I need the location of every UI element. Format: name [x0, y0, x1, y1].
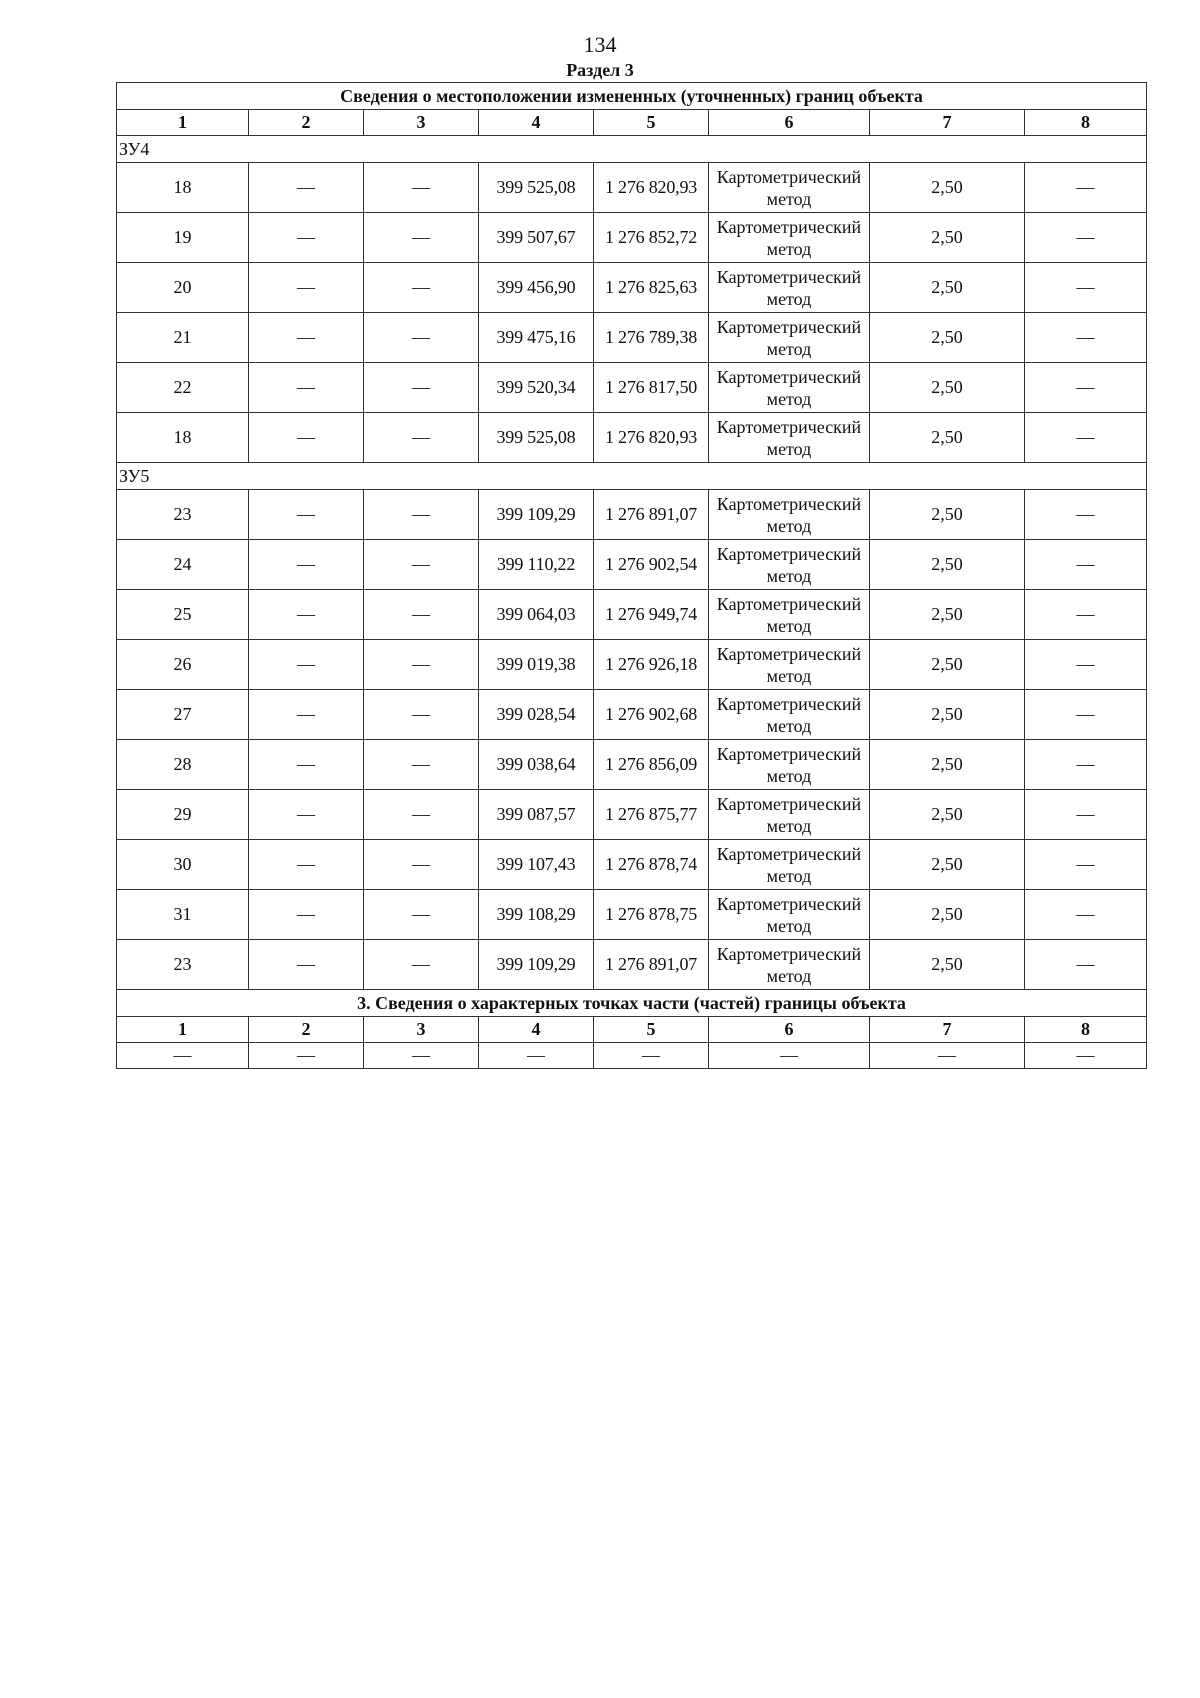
table-cell: 1 276 789,38: [594, 313, 709, 363]
table-cell: —: [249, 263, 364, 313]
table-cell: —: [1025, 740, 1147, 790]
table-cell: —: [1025, 1043, 1147, 1069]
column-header: 6: [709, 110, 870, 136]
table-cell: 399 110,22: [479, 540, 594, 590]
table-cell: —: [364, 640, 479, 690]
table-cell: 1 276 926,18: [594, 640, 709, 690]
table-row: [117, 163, 1147, 213]
table-cell: —: [117, 1043, 249, 1069]
table-cell: 1 276 852,72: [594, 213, 709, 263]
table-cell: 399 475,16: [479, 313, 594, 363]
table-cell: —: [1025, 790, 1147, 840]
table-cell-method: [709, 363, 870, 413]
method-text: Картометрический метод: [716, 743, 862, 786]
group-label: ЗУ4: [117, 136, 1147, 163]
table-cell: —: [249, 490, 364, 540]
table-row: [117, 363, 1147, 413]
table-cell-method: [709, 940, 870, 990]
table-cell: —: [249, 590, 364, 640]
table-cell: 1 276 817,50: [594, 363, 709, 413]
table-cell: —: [1025, 163, 1147, 213]
table-cell: 1 276 949,74: [594, 590, 709, 640]
table-cell: 2,50: [870, 740, 1025, 790]
table-cell: —: [1025, 313, 1147, 363]
table-row: [117, 790, 1147, 840]
table-cell: 2,50: [870, 413, 1025, 463]
column-header: 3: [364, 1017, 479, 1043]
table-cell: —: [364, 313, 479, 363]
table-cell: 399 087,57: [479, 790, 594, 840]
table-cell: —: [249, 213, 364, 263]
method-text: Картометрический метод: [716, 216, 862, 259]
column-header: 1: [117, 110, 249, 136]
table-cell: —: [364, 490, 479, 540]
table-title: Сведения о местоположении измененных (уточненных) границ объекта: [117, 83, 1147, 110]
table-cell: 28: [117, 740, 249, 790]
table-cell-method: [709, 213, 870, 263]
table-cell: 1 276 891,07: [594, 490, 709, 540]
table-cell-method: [709, 590, 870, 640]
table-cell: —: [1025, 413, 1147, 463]
table-cell: —: [1025, 640, 1147, 690]
table-cell: 2,50: [870, 640, 1025, 690]
section-label: Раздел 3: [566, 60, 634, 80]
table-cell: —: [364, 740, 479, 790]
table-cell: 1 276 820,93: [594, 413, 709, 463]
method-text: Картометрический метод: [716, 266, 862, 309]
table-cell: 1 276 878,75: [594, 890, 709, 940]
table-cell-method: [709, 690, 870, 740]
table-cell: —: [249, 890, 364, 940]
column-header: 1: [117, 1017, 249, 1043]
table-row: [117, 590, 1147, 640]
table-cell-method: [709, 313, 870, 363]
table-cell: 27: [117, 690, 249, 740]
table-cell: 399 520,34: [479, 363, 594, 413]
column-header: 3: [364, 110, 479, 136]
table-cell: 399 525,08: [479, 413, 594, 463]
table-cell: 399 456,90: [479, 263, 594, 313]
table-cell: —: [1025, 363, 1147, 413]
part-points-header-row: [117, 1017, 1147, 1043]
method-text: Картометрический метод: [716, 366, 862, 409]
table-cell: 2,50: [870, 263, 1025, 313]
method-text: Картометрический метод: [716, 943, 862, 986]
column-header: 4: [479, 1017, 594, 1043]
group-row: [117, 463, 1147, 490]
table-cell-method: [709, 263, 870, 313]
table-cell: —: [364, 790, 479, 840]
method-text: Картометрический метод: [716, 893, 862, 936]
boundaries-table: [116, 82, 1147, 1069]
table-cell: 30: [117, 840, 249, 890]
table-cell: 21: [117, 313, 249, 363]
table-cell: —: [249, 363, 364, 413]
table-cell-method: [709, 890, 870, 940]
column-header: 5: [594, 1017, 709, 1043]
column-header: 2: [249, 110, 364, 136]
column-header: 8: [1025, 1017, 1147, 1043]
table-body: [117, 83, 1147, 1069]
table-cell: —: [364, 890, 479, 940]
table-cell: 19: [117, 213, 249, 263]
method-text: Картометрический метод: [716, 493, 862, 536]
table-cell: —: [364, 690, 479, 740]
table-cell: —: [364, 540, 479, 590]
page-number: 134: [583, 32, 617, 57]
table-cell: 2,50: [870, 490, 1025, 540]
table-row: [117, 213, 1147, 263]
table-cell: 2,50: [870, 540, 1025, 590]
table-cell: 399 019,38: [479, 640, 594, 690]
table-cell-method: [709, 413, 870, 463]
table-row: [117, 690, 1147, 740]
table-cell: 399 109,29: [479, 940, 594, 990]
table-cell: —: [249, 1043, 364, 1069]
table-cell: 399 108,29: [479, 890, 594, 940]
method-text: Картометрический метод: [716, 843, 862, 886]
table-cell: 2,50: [870, 890, 1025, 940]
table-cell-method: [709, 840, 870, 890]
table-cell: —: [1025, 490, 1147, 540]
table-row: [117, 940, 1147, 990]
table-cell: —: [249, 640, 364, 690]
column-header: 4: [479, 110, 594, 136]
method-text: Картометрический метод: [716, 793, 862, 836]
part-points-title: 3. Сведения о характерных точках части (частей) границы объекта: [117, 990, 1147, 1017]
table-cell: 18: [117, 163, 249, 213]
table-cell: 26: [117, 640, 249, 690]
group-row: [117, 136, 1147, 163]
group-label: ЗУ5: [117, 463, 1147, 490]
table-cell: —: [709, 1043, 870, 1069]
table-cell: 24: [117, 540, 249, 590]
table-cell: 2,50: [870, 213, 1025, 263]
table-cell: 1 276 902,68: [594, 690, 709, 740]
method-text: Картометрический метод: [716, 693, 862, 736]
table-cell: —: [364, 363, 479, 413]
table-cell: —: [1025, 540, 1147, 590]
table-cell: 22: [117, 363, 249, 413]
table-title-row: [117, 83, 1147, 110]
table-cell: 1 276 891,07: [594, 940, 709, 990]
column-header: 7: [870, 1017, 1025, 1043]
table-cell: 2,50: [870, 690, 1025, 740]
table-cell: 1 276 825,63: [594, 263, 709, 313]
table-cell: 29: [117, 790, 249, 840]
table-cell: —: [364, 1043, 479, 1069]
table-cell: 31: [117, 890, 249, 940]
part-points-title-row: [117, 990, 1147, 1017]
table-row: [117, 263, 1147, 313]
table-cell: 23: [117, 940, 249, 990]
table-row: [117, 840, 1147, 890]
table-cell: 399 525,08: [479, 163, 594, 213]
table-cell-method: [709, 740, 870, 790]
table-cell: 1 276 878,74: [594, 840, 709, 890]
table-cell: —: [1025, 890, 1147, 940]
column-header: 6: [709, 1017, 870, 1043]
table-cell: —: [364, 213, 479, 263]
method-text: Картометрический метод: [716, 316, 862, 359]
table-row: [117, 640, 1147, 690]
table-cell: —: [249, 840, 364, 890]
table-cell: —: [594, 1043, 709, 1069]
table-cell: —: [364, 163, 479, 213]
column-header: 8: [1025, 110, 1147, 136]
column-header-row: [117, 110, 1147, 136]
table-cell: —: [1025, 690, 1147, 740]
method-text: Картометрический метод: [716, 416, 862, 459]
table-cell-method: [709, 490, 870, 540]
table-cell: —: [249, 413, 364, 463]
method-text: Картометрический метод: [716, 593, 862, 636]
table-cell: —: [249, 740, 364, 790]
table-row: [117, 740, 1147, 790]
table-cell: —: [364, 940, 479, 990]
table-cell: —: [1025, 263, 1147, 313]
table-cell: —: [364, 840, 479, 890]
table-cell: —: [249, 313, 364, 363]
table-cell: —: [1025, 840, 1147, 890]
table-row: [117, 890, 1147, 940]
table-cell: 399 028,54: [479, 690, 594, 740]
table-cell: —: [1025, 590, 1147, 640]
table-cell: 2,50: [870, 590, 1025, 640]
table-cell: —: [1025, 213, 1147, 263]
table-cell: 399 038,64: [479, 740, 594, 790]
table-cell: 399 107,43: [479, 840, 594, 890]
method-text: Картометрический метод: [716, 543, 862, 586]
table-cell: —: [249, 163, 364, 213]
table-cell: 399 507,67: [479, 213, 594, 263]
table-cell-method: [709, 540, 870, 590]
table-row: [117, 413, 1147, 463]
column-header: 5: [594, 110, 709, 136]
table-cell: —: [479, 1043, 594, 1069]
table-cell-method: [709, 790, 870, 840]
table-cell: 18: [117, 413, 249, 463]
table-row: [117, 313, 1147, 363]
table-cell: —: [249, 690, 364, 740]
table-cell: 2,50: [870, 163, 1025, 213]
table-cell: 399 064,03: [479, 590, 594, 640]
table-cell: —: [364, 263, 479, 313]
table-cell: 2,50: [870, 940, 1025, 990]
table-cell: 25: [117, 590, 249, 640]
table-cell: 2,50: [870, 363, 1025, 413]
table-cell: 2,50: [870, 840, 1025, 890]
table-cell: 2,50: [870, 790, 1025, 840]
table-cell: —: [249, 940, 364, 990]
table-cell: —: [364, 590, 479, 640]
table-cell: —: [364, 413, 479, 463]
table-cell: —: [1025, 940, 1147, 990]
table-cell: 1 276 856,09: [594, 740, 709, 790]
table-cell: 1 276 875,77: [594, 790, 709, 840]
method-text: Картометрический метод: [716, 643, 862, 686]
table-cell: 2,50: [870, 313, 1025, 363]
table-cell-method: [709, 163, 870, 213]
method-text: Картометрический метод: [716, 166, 862, 209]
column-header: 7: [870, 110, 1025, 136]
table-row: [117, 490, 1147, 540]
table-cell: 1 276 902,54: [594, 540, 709, 590]
table-cell: 20: [117, 263, 249, 313]
table-cell: 399 109,29: [479, 490, 594, 540]
table-cell-method: [709, 640, 870, 690]
column-header: 2: [249, 1017, 364, 1043]
table-cell: 23: [117, 490, 249, 540]
table-cell: —: [870, 1043, 1025, 1069]
table-cell: 1 276 820,93: [594, 163, 709, 213]
table-cell: —: [249, 540, 364, 590]
table-row: [117, 1043, 1147, 1069]
table-row: [117, 540, 1147, 590]
table-cell: —: [249, 790, 364, 840]
